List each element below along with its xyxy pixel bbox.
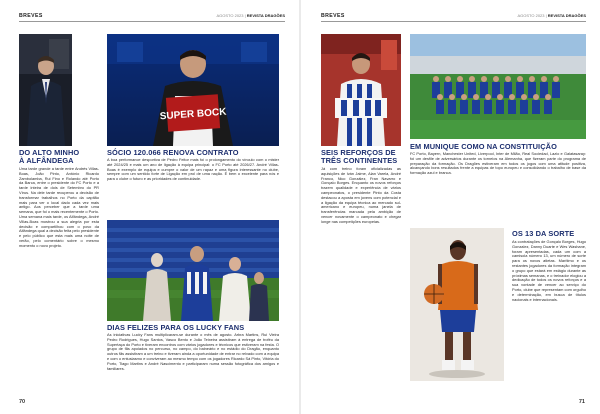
headline-munique: EM MUNIQUE COMO NA CONSTITUIÇÃO [410, 142, 557, 151]
body-lucky-fans: As iniciativas Lucky Fans multiplicaram-se durante o mês de agosto. Arbra Martins, Rui Vieira Pedro Rodrigues, Hugo Santos, Vasco Bento e João Teixeira assistiram à entrega de troféu da Supertaça do Porto e tiveram encontros com vários jogadores e técnicos que estiveram na festa. O grupo de fãs apoiados no percurso, no campo, do balneário e no estádio do Dragão, enquanto outros fãs assistiram a um treino e tiveram ainda a oportunidade de entrar no relvado com a equipa e com o entusiasmo e conviveram ao mesmo tempo com os jogadores Ricardo Sá Pinto, Vitória do Porto, Tiago Martins e André Nascimento e participaram numa sessão fotográfica dos amigos e familiares. [107, 333, 279, 371]
headline-reforcos-line-1: SEIS REFORÇOS DE [321, 148, 396, 157]
headline-alfandega-line-1: DO ALTO MINHO [19, 148, 80, 157]
magazine-name: REVISTA DRAGÕES [246, 13, 285, 18]
headline-13-da-sorte: OS 13 DA SORTE [512, 229, 575, 238]
publication-line-right: AGOSTO 2023 | REVISTA DRAGÕES [517, 13, 586, 18]
issue-month: AGOSTO 2023 [216, 13, 244, 18]
running-header-right [321, 13, 586, 22]
photo-os-13-da-sorte [410, 228, 504, 381]
banner-text: SUPER BOCK [159, 106, 227, 123]
body-renova-contrato: A boa performance desportiva de Pedro Feitor mais foi o prolongamento do vínculo com o mister até 2024/25 e mais um ano de ligação à equipa principal: o FC Porto até 2026/27. André Villas-Boas é exemplo de equipa e cumpre o valor de um rapaz e uma figura interessante no clube, sempre com um sentido forte de Ligação em prol de uma nação. É bem o excelente para nós e para o clube o futuro e as prioridades de continuidade. [107, 158, 279, 182]
photo-new-signing [321, 34, 401, 146]
left-page [0, 0, 299, 414]
body-13-da-sorte: As contratações de Gonçalo Borges, Hugo Gonzalez, Danny Duarte e Wes Washane, foram apresentadas, cada um com a camisola número 13, um número de sorte para os novos atletas. Marítimo e os restantes jogadores da formação integram o grupo que estará em estágio durante as próximas semanas, e o treinador elogiou a dedicação de todos os novos reforços e a sua vontade de vencer ao serviço do Porto, clube que representam com orgulho e determinação, em busca de títulos nacionais e internacionais. [512, 240, 586, 302]
headline-alfandega [19, 149, 99, 165]
publication-line: AGOSTO 2023 | REVISTA DRAGÕES [216, 13, 285, 18]
photo-contract-signing [107, 34, 279, 146]
body-alfandega: Uma tarde grande a tarde entre Andrés Villas-Boas, João Pinto, António Ricardo Zambolamba, Rui Fino e Rolando até Porto da Barca, entre o presidente do FC Porto e a tarde inteira de dois de Setembro do PR Vírus. Na dele tarde recuperou a decisão de transformar trabalhos no Porto da capitão mais para ver o local dado cada vez mais antigo. Aos perceber que a tarde uma semana, que foi o mais recentemente o Porto. Uma semana mais tarde, os Alfândega, André Villas-Boas mostrou a sua alegria por esta decisão e compartilhou com o povo da Alfândega qual a decisão feita pelo presidente e pelo público que esta mais uma noite de verão, pelo comentário sobre o mesmo momento o novo projeto. [19, 167, 99, 248]
body-reforcos: Já com treino foram oficializadas as aquisições de Iván Jaime, Alan Varela, André Franco, Nico González, Fran Navarro e Gonçalo Borges. Enquanto os novos reforços trazem qualidade e experiência de vários campeonatos, o presidente Pinto da Costa destacou a aposta em jovens com potencial e a ligação da equipa técnica ao mercado sul-americano e europeu, numa janela de transferências marcada pela ambição de vencer novamente o campeonato e chegar longe nas competições europeias. [321, 167, 401, 224]
section-label: BREVES [19, 13, 43, 19]
body-munique: FC Porto, Bayern, Manchester United, Liverpool, Inter de Milão, Real Sociedad, Lazio e Galatasaray: foi um desfile de adversários durante os torneios na Alemanha, que fizeram parte do programa de preparação da formação. Os Dragões estiveram em todos os jogos com uma atitude positiva, alcançando bons resultados frente a equipas de topo europeu e consolidando o trabalho de base da formação azul e branca. [410, 152, 586, 176]
headline-renova-contrato: SÓCIO 120.066 RENOVA CONTRATO [107, 148, 239, 157]
headline-reforcos-line-2: TRÊS CONTINENTES [321, 156, 398, 165]
headline-lucky-fans: DIAS FELIZES PARA OS LUCKY FANS [107, 323, 245, 332]
photo-team-munique [410, 34, 586, 139]
magazine-name-right: REVISTA DRAGÕES [547, 13, 586, 18]
headline-reforcos [321, 149, 401, 165]
page-number-right: 71 [578, 399, 585, 405]
issue-month-right: AGOSTO 2023 [517, 13, 545, 18]
photo-lucky-fans [107, 220, 279, 321]
right-page [301, 0, 600, 414]
headline-alfandega-line-2: À ALFÂNDEGA [19, 156, 74, 165]
running-header [19, 13, 285, 22]
section-label-right: BREVES [321, 13, 345, 19]
page-number-left: 70 [19, 399, 26, 405]
photo-president [19, 34, 72, 146]
